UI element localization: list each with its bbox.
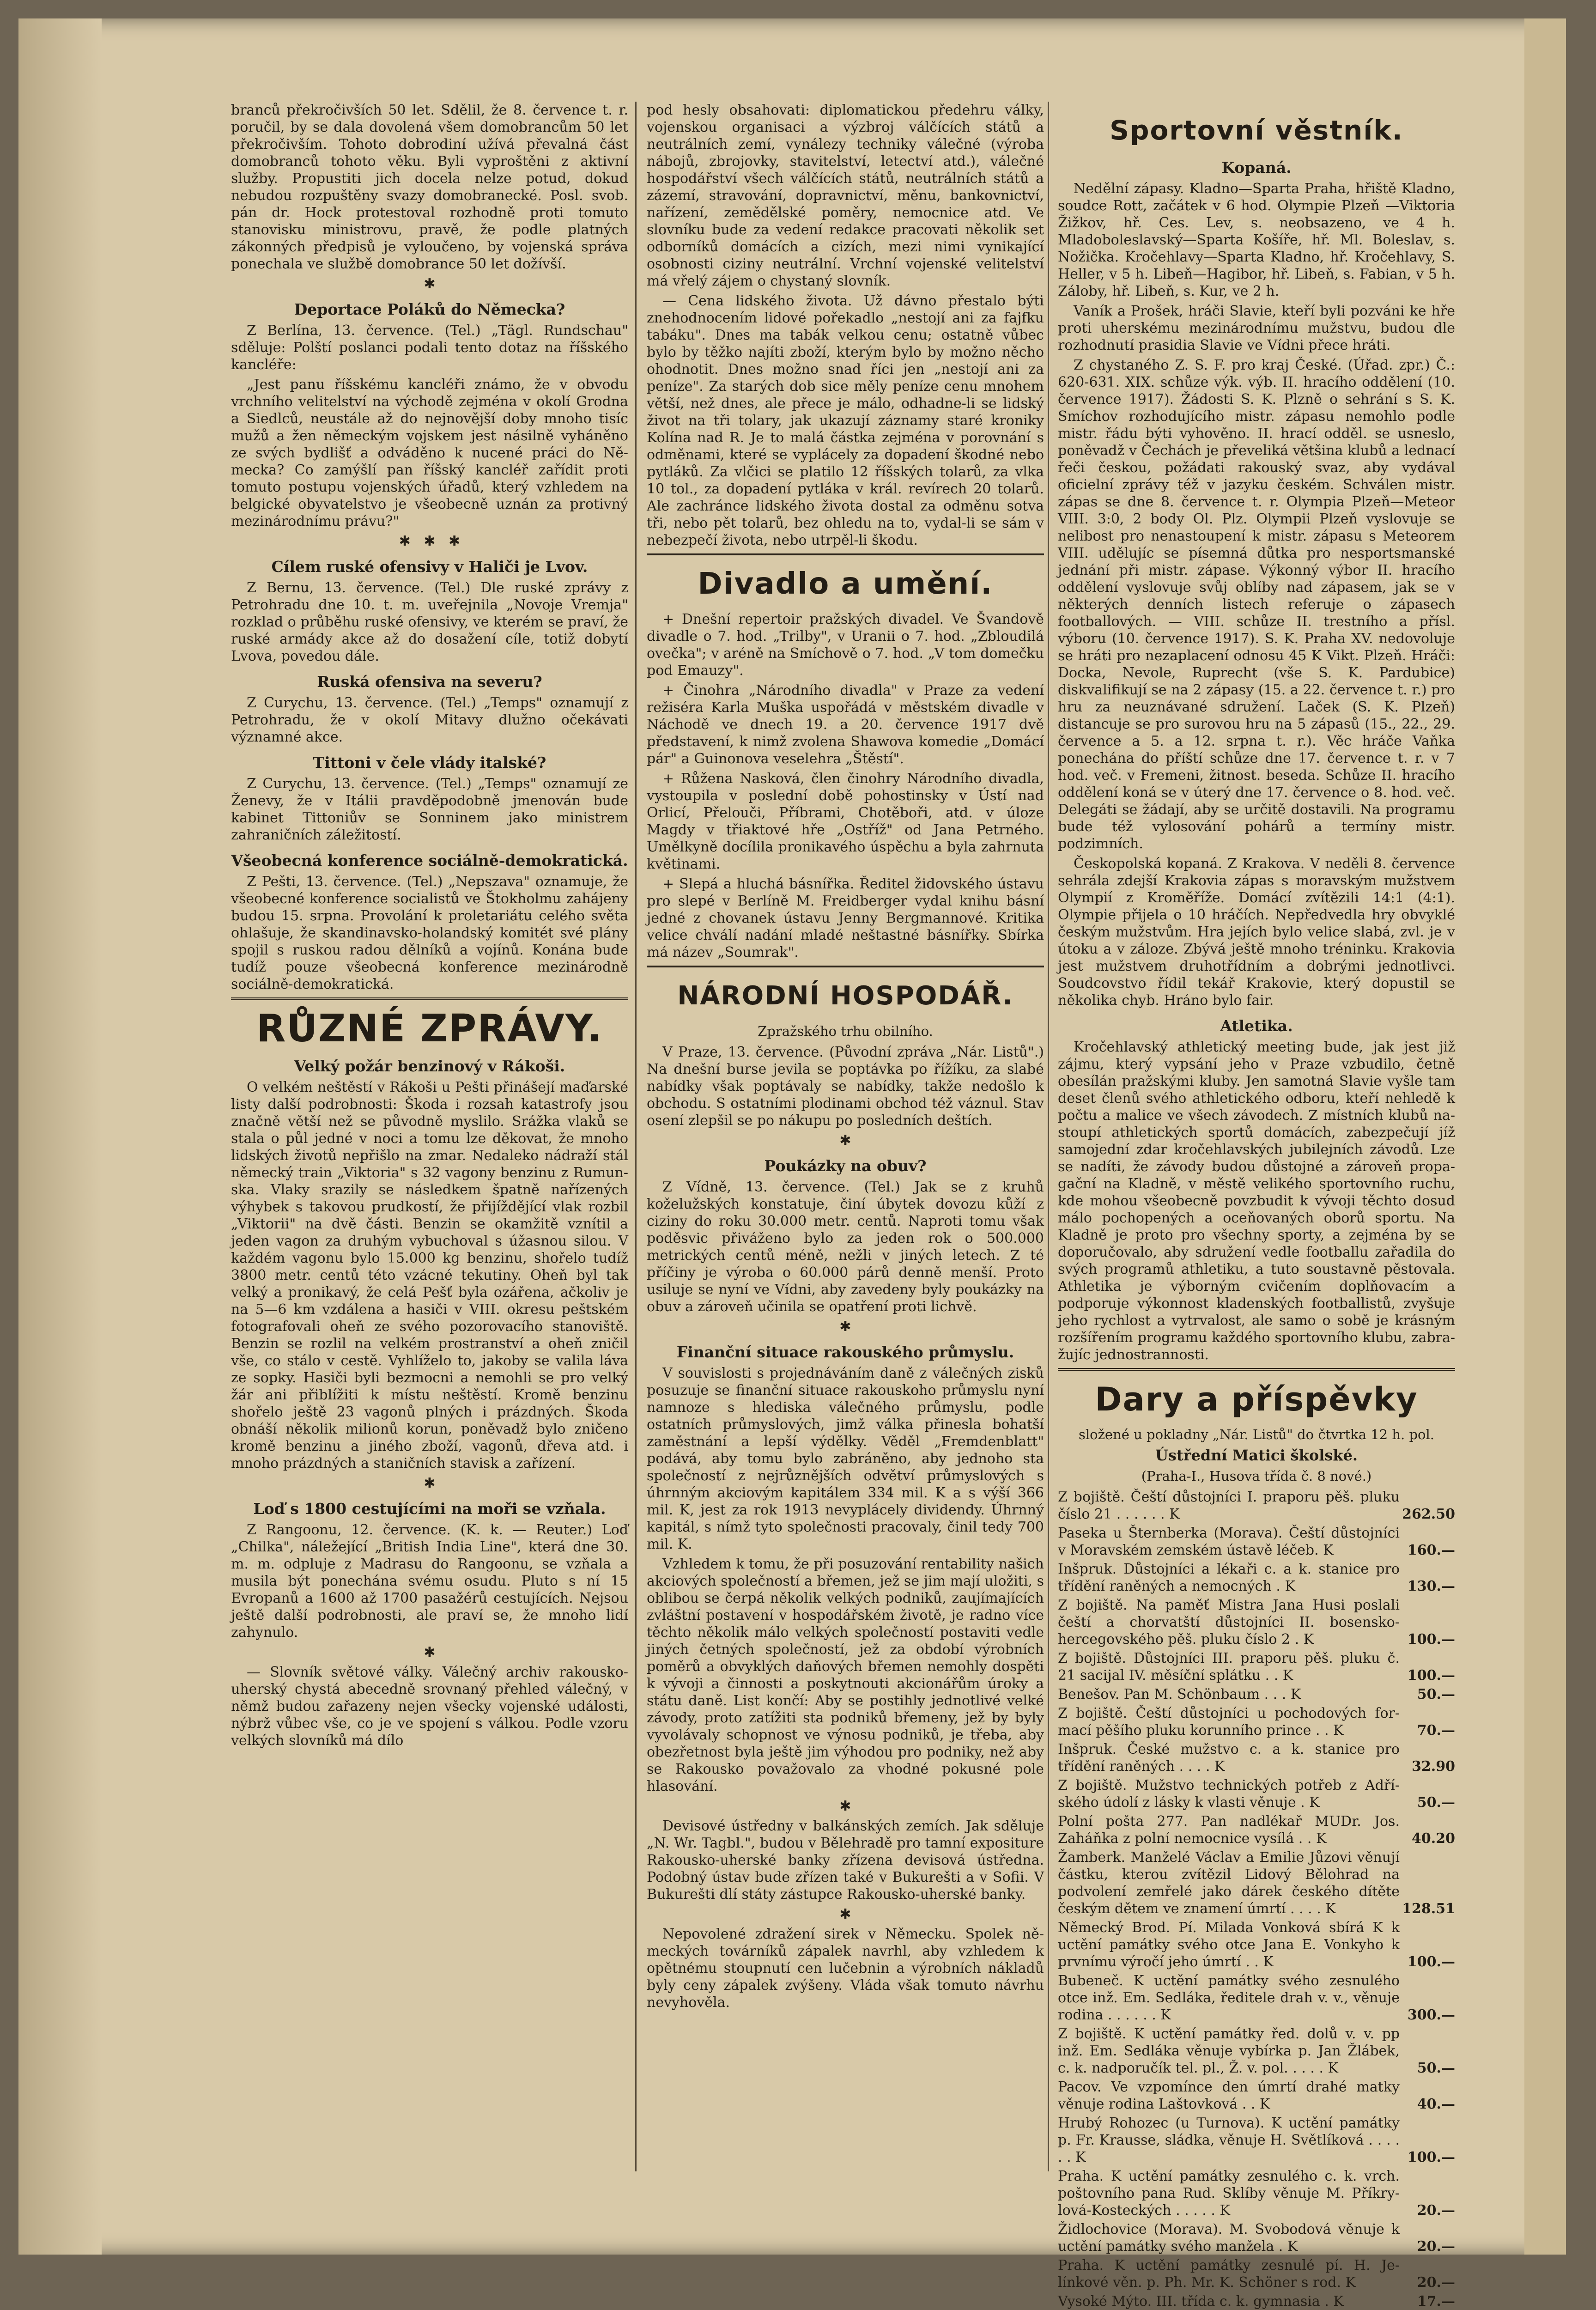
donation-text: Židlochovice (Morava). M. Svobodová věnuje k uctění památky svého manžela . K — [1058, 2221, 1400, 2255]
newspaper-page — [18, 18, 1566, 2310]
donation-text: Benešov. Pan M. Schönbaum . . . K — [1058, 1686, 1301, 1702]
article-text: branců překročivších 50 let. Sdělil, že 8. července t. r. poručil, by se dala dovolená všem domobrancům 50 let překročivším. Tohoto dobrodiní užívá převalná část domobranců tohoto věku. Byli vyproštěni z aktivní služby. Propustiti jich docela nelze potud, dokud nebudou rozpuštěny svazy domobranecké. Posl. svob. pán dr. Hock protestoval rozhodně proti tomuto stanovisku ministrovu, pravě, že podle platných zákonných předpisů je vyloučeno, by vojenská správa ponechala ve službě domobrance 50 let dožívší. — [231, 102, 628, 272]
headline: Tittoni v čele vlády italské? — [313, 754, 546, 772]
donation-text: Inšpruk. Důstojníci a lékaři c. a k. stanice pro třídění raněných a nemocných . K — [1058, 1561, 1400, 1594]
donation-amount: 100.— — [1407, 1667, 1455, 1684]
section-divider — [231, 997, 628, 1000]
column-right — [1058, 102, 1455, 2310]
donation-amount: 50.— — [1417, 1794, 1455, 1811]
section-title: Sportovní věstník. — [1110, 115, 1403, 146]
donation-text: Inšpruk. České mužstvo c. a k. stanice pro třídění raněných . . . . K — [1058, 1741, 1400, 1775]
donation-text: Z bojiště. Čeští důstojníci I. praporu pěš. pluku číslo 21 . . . . . . K — [1058, 1489, 1400, 1522]
article-text: Kročehlavský athletický meeting bude, jak jest již zájmu, který vypsání jeho v Praze vzbudilo, četně obesílán pražskými kluby. Jen samotná Slavie vyšle tam deset členů svého athletického odboru, kteří nehledě k počtu a malice ve všech závodech. Z místních klubů nastoupí athletických sportů domácích, zabezpečují jíž samojední zdar kročehlavských jubilejních závodů. Lze se nadíti, že závody budou důstojné a zároveň propagační na Kladně, v městě velikého sportovního ruchu, kde mohou všeobecně povzbudit k vývoji těchto dosud málo pochopených a oceňovaných oborů sportu. Na Kladně je proto pro všechny sporty, a zejména by se doporučovalo, aby sdružení vedle footballu zařadila do svých programů athletiku, a tuto soustavně pěstovala. Athletika je výborným cvičením doplňovacím a podporuje výkonnost kladenských footballistů, zvyšuje jeho rychlost a vytrvalost, ale samo o sobě je krásným rozšířením programu každého sportovního klubu, zabražujíc jednostrannosti. — [1058, 1039, 1455, 1363]
donation-text: Z bojiště. Na paměť Mistra Jana Husi poslali čeští a chorvatští důstojníci II. bosensko-hercegovského pěš. pluku číslo 2 . K — [1058, 1597, 1400, 1647]
donation-row — [1058, 1741, 1455, 1775]
article-text: + Činohra „Národního divadla" v Praze za vedení režiséra Karla Muška uspořádá v městském divadle v Náchodě ve dnech 19. a 20. července 1917 dvě představení, k nimž zvolena Shawova komedie „Domácí pár" a Guinonova veselehra „Štěstí". — [647, 682, 1044, 767]
donation-row — [1058, 1597, 1455, 1648]
subheadline: Zpražského trhu obilního. — [758, 1023, 933, 1039]
separator: ✱ — [424, 276, 436, 292]
donation-text: Bubeneč. K uctění památky svého zesnulého otce inž. Em. Sedláka, ředitele drah v. v., věnuje rodina . . . . . . K — [1058, 1973, 1400, 2023]
donation-row — [1058, 1972, 1455, 2024]
section-divider — [1058, 1368, 1455, 1371]
headline: Finanční situace rakouského průmyslu. — [676, 1343, 1014, 1361]
donation-row — [1058, 1561, 1455, 1595]
donation-amount: 20.— — [1417, 2202, 1455, 2219]
column-rule — [1048, 102, 1049, 2171]
article-text: Vzhledem k tomu, že při posuzování rentability našich akciových společností a břemen, jež se jim mají uložiti, s oblibou se čerpá několik velkých podniků, zaujímajících zvláštní postavení v hospodářském životě, je radno více těchto několik málo velkých společností postaviti vedle jiných četných společností, jež za období výrobních poměrů a obvyklých daňových břemen nemohly dospěti k vývoji a činnosti a poskytnouti akcionářům úroky a státu daně. List končí: Aby se postihly jednotlivé velké závody, proto zatížiti sta podniků břemeny, jež by byly vyvolávaly schopnost ve výnosu podniků, je třeba, aby obezřetnost byla ještě jim výhodou pro podniky, než aby se Rakousko považovalo za vhodné pokusné pole hlasování. — [647, 1556, 1044, 1794]
page-edge — [1524, 18, 1566, 2255]
separator: ✱ — [424, 1475, 436, 1491]
headline: Poukázky na obuv? — [764, 1157, 927, 1175]
donation-text: Vysoké Mýto. III. třída c. k. gymnasia . K — [1058, 2293, 1344, 2310]
donation-text: Hrubý Rohozec (u Turnova). K uctění památky p. Fr. Krausse, sládka, věnuje H. Světlíková . . . . . . K — [1058, 2115, 1400, 2165]
article-text: V souvislosti s projednáváním daně z válečných zisků posuzuje se finanční situace rakouskoho průmyslu nyní namnoze s hlediska válečného průmyslu, podle ostatních průmyslových, jimž válka přinesla bohatší zaměstnání a lepší výdělky. Věděl „Fremdenblatt" podává, aby tomu bylo zabráněno, aby jednoho sta společností z nejrůznějších odvětví průmyslových s úhrnným akciovým kapitálem 334 mil. K a s výší 366 mil. K, jest za rok 1913 nevyplácely dividendy. Úhrnný kapitál, s nímž tyto společnosti pracovaly, činil tedy 700 mil. K. — [647, 1365, 1044, 1552]
section-divider — [647, 553, 1044, 555]
donation-amount: 300.— — [1407, 2007, 1455, 2023]
article-text: — Slovník světové války. Válečný archiv rakousko-uherský chystá abecedně srovnaný přehled válečný, v němž budou zařazeny nejen všecky vojenské události, nýbrž vůbec vše, co je ve spojení s válkou. Podle vzoru velkých slovníků má dílo — [231, 1664, 628, 1749]
donation-amount: 50.— — [1417, 1686, 1455, 1702]
section-title: Divadlo a umění. — [698, 567, 993, 601]
donation-amount: 100.— — [1407, 2149, 1455, 2165]
donation-amount: 20.— — [1417, 2274, 1455, 2291]
donation-row — [1058, 1650, 1455, 1684]
article-text: O velkém neštěstí v Rákoši u Pešti přinášejí maďarské listy další podrobnosti: Škoda i rozsah katastrofy jsou značně větší než se původně myslilo. Srážka vlaků se stala o půl jedné v noci a tomu lze děkovat, že mnoho lidských životů nepřišlo na zmar. Nedaleko nádraží stál německý train „Viktoria" s 32 vagony benzinu z Rumunska. Vlaky srazily se následkem špatně nařízených výhybek s takovou prudkostí, že přijíždějící vlak rozbil „Viktorii" na dvě části. Benzin se okamžitě vznítil a jeden vagon za druhým vybuchoval s úžasnou silou. V každém vagonu bylo 15.000 kg benzinu, shořelo tudíž 3800 metr. centů této vzácné tekutiny. Oheň byl tak velký a pronikavý, že celá Pešť byla ozářena, ačkoliv je na 5—6 km vzdálena a hasiči v VIII. okresu peštském fotografovali oheň ze svého pozorovacího stanoviště. Benzin se rozlil na velkém prostranství a oheň zničil vše, co stálo v cestě. Vyhlíželo to, jakoby se valila láva ze sopky. Hasiči byli bezmocni a nemohli se pro velký žár ani přiblížiti k místu neštěstí. Kromě benzinu shořelo ještě 23 vagonů plných i prázdných. Škoda obnáší několik milionů korun, poněvadž bylo zničeno kromě benzinu a jiného zboží, vagonů, dřeva atd. i mnoho prázdných a staničních stavisk a zařízení. — [231, 1079, 628, 1471]
donation-text: Z bojiště. K uctění památky řed. dolů v. v. pp inž. Em. Sedláka věnuje vybírka p. Jan Žlábek, c. k. nadporučík tel. pl., Ž. v. pol. . . . . K — [1058, 2026, 1400, 2076]
donation-row — [1058, 2025, 1455, 2077]
article-text: Z Curychu, 13. července. (Tel.) „Temps" oznamují ze Ženevy, že v Itálii pravděpodobně jmenován bude kabinet Tittoniův se Sonninem jako ministrem zahraničních záležitostí. — [231, 776, 628, 843]
donation-text: Paseka u Šternberka (Morava). Čeští důstojníci v Moravském zemském ústavě léčeb. K — [1058, 1525, 1400, 1558]
donation-amount: 160.— — [1407, 1542, 1455, 1558]
article-text: Vaník a Prošek, hráči Slavie, kteří byli pozváni ke hře proti uherskému mezinárodnímu mužstvu, budou dle rozhodnutí prasidia Slavie ve Vídni přece hráti. — [1058, 303, 1455, 353]
donation-amount: 128.51 — [1402, 1901, 1455, 1917]
donation-text: Z bojiště. Důstojníci III. praporu pěš. pluku č. 21 sacijal IV. měsíční splátku . . K — [1058, 1650, 1400, 1684]
subheadline: Ústřední Matici školské. — [1155, 1447, 1358, 1464]
donation-amount: 50.— — [1417, 2060, 1455, 2076]
article-text: Z Curychu, 13. července. (Tel.) „Temps" oznamují z Petrohradu, že v okolí Mitavy dlužno očekávati významné akce. — [231, 695, 628, 745]
section-title: NÁRODNÍ HOSPODÁŘ. — [677, 981, 1013, 1011]
donation-amount: 70.— — [1417, 1722, 1455, 1739]
donation-amount: 262.50 — [1402, 1506, 1455, 1522]
headline: Velký požár benzinový v Rákoši. — [294, 1057, 565, 1075]
article-text: + Slepá a hluchá básnířka. Ředitel židovského ústavu pro slepé v Berlíně M. Freidberger vydal knihu básní jedné z chovanek ústavu Jenny Bergmannové. Kritika velice chválí nadání mladé neštastné básnířky. Sbírka má název „Soumrak". — [647, 876, 1044, 960]
article-text: Nepovolené zdražení sirek v Německu. Spolek německých továrníků zápalek navrhl, aby vzhledem k opětnému stoupnutí cen lučebnin a výrobních nákladů byly ceny zápalek zvýšeny. Vláda však tomuto návrhu nevyhověla. — [647, 1926, 1044, 2011]
donation-list — [1058, 1489, 1455, 2310]
donation-amount: 40.20 — [1412, 1830, 1455, 1847]
article-text: Z Vídně, 13. července. (Tel.) Jak se z kruhů koželužských konstatuje, činí úbytek dovozu kůží z ciziny do roku 30.000 metr. centů. Naproti tomu však poděsvic přiváženo bylo za jeden rok o 500.000 metrických centů méně, nežli v jiných letech. Z té příčiny je výroba o 60.000 párů denně menší. Proto usiluje se nyní ve Vídni, aby zavedeny byly poukázky na obuv a zároveň učinila se opatření proti lichvě. — [647, 1179, 1044, 1315]
article-text: Nedělní zápasy. Kladno—Sparta Praha, hřiště Kladno, soudce Rott, začátek v 6 hod. Olympie Plzeň —Viktoria Žižkov, hř. Ces. Lev, s. neobsazeno, ve 4 h. Mladoboleslavský—Sparta Košíře, hř. Ml. Boleslav, s. Nožička. Kročehlavy—Sparta Kladno, hř. Kročehlavy, S. Heller, v 5 h. Libeň—Hagibor, hř. Libeň, s. Fabian, v 5 h. Záloby, hř. Libeň, s. Kur, ve 2 h. — [1058, 181, 1455, 299]
article-text: Z Rangoonu, 12. července. (K. k. — Reuter.) Loď „Chilka", náležející „British India Line", která dne 30. m. m. odpluje z Madrasu do Rangoonu, se vzňala a musila být ponechána svému osudu. Pluto s ní 15 Evropanů a 1600 až 1700 pasažérů cestujících. Nejsou ještě další podrobnosti, ale praví se, že mnoho lidí zahynulo. — [231, 1522, 628, 1641]
subheadline: složené u pokladny „Nár. Listů" do čtvrtka 12 h. pol. — [1079, 1427, 1434, 1442]
column-middle — [647, 102, 1044, 2171]
donation-row — [1058, 2115, 1455, 2166]
donation-amount: 130.— — [1407, 1578, 1455, 1594]
donation-row — [1058, 1686, 1455, 1703]
separator: ✱ — [839, 1906, 851, 1922]
headline: Loď s 1800 cestujícími na moři se vzňala. — [253, 1500, 606, 1518]
donation-amount: 17.— — [1417, 2293, 1455, 2310]
headline: Deportace Poláků do Německa? — [294, 300, 565, 318]
section-title: Dary a příspěvky — [1095, 1380, 1418, 1418]
separator: ✱ — [839, 1798, 851, 1814]
donation-text: Polní pošta 277. Pan nadlékař MUDr. Jos. Zaháňka z polní nemocnice vysílá . . K — [1058, 1813, 1400, 1847]
headline: Ruská ofensiva na severu? — [317, 673, 542, 691]
headline: Všeobecná konference sociálně-demokratická. — [231, 851, 628, 869]
article-text: Devisové ústředny v balkánských zemích. Jak sděluje „N. Wr. Tagbl.", budou v Bělehradě pro tamní expositure Rakousko-uherské banky zřízena devisová ústředna. Podobný ústav bude zřízen také v Bukurešti a v Sofii. V Bukurešti dlí státy zástupce Rakousko-uherské banky. — [647, 1818, 1044, 1903]
donation-amount: 32.90 — [1412, 1758, 1455, 1775]
donation-row — [1058, 1919, 1455, 1970]
separator: ✱ — [839, 1319, 851, 1335]
donation-row — [1058, 1777, 1455, 1811]
donation-text: Pacov. Ve vzpomínce den úmrtí drahé matky věnuje rodina Laštovková . . K — [1058, 2079, 1400, 2112]
article-text: Z chystaného Z. S. F. pro kraj České. (Úřad. zpr.) Č.: 620-631. XIX. schůze výk. výb. II. hracího oddělení (10. července 1917). Žádosti S. K. Plzně o sehrání s S. K. Smíchov rozhodujícího mistr. zápasu nemohlo podle mistr. řádu býti vyhověno. II. hrací odděl. se usneslo, poněvadž v Čechách je převeliká většina klubů a lednací řeči českou, požádati rakouský svaz, aby vydával oficielní zprávy též v jazyku českém. Schválen mistr. zápas se dne 8. července t. r. Olympia Plzeň—Meteor VIII. 3:0, 2 body Ol. Plz. Olympii Plzeň vyslovuje se nelibost pro nenastoupení k mistr. zápasu s Meteorem VIII. udělujíc se písemná důtka pro nesportsmanské jednání při mistr. zápase. Výkonný výbor II. hracího oddělení vyslovuje svůj oblíby nad zápasem, jak se v některých denních listech referuje o zápasech footballových. — VIII. schůze II. trestního a přísl. výboru (10. července 1917). S. K. Praha XV. nedovoluje se hráti pro nezaplacení odnosu 45 K Vikt. Plzeň. Hráči: Docka, Nevole, Ruprecht (vše S. K. Pardubice) diskvalifikují se na 2 zápasy (15. a 22. července t. r.) pro hru za neuznávané sdružení. Laček (S. K. Plzeň) distancuje se pro surovou hru na 5 zápasů (15., 22., 29. července a 5. a 12. srpna t. r.). Věc hráče Vaňka ponechána do příští schůze dne 17. července t. r. v 7 hod. več. v Fremeni, žitnost. beseda. Schůze II. hracího oddělení koná se v úterý dne 17. července o 8. hod. več. Delegáti se žádají, aby se určitě dostavili. Na programu bude též vylosování pohárů a termíny mistr. podzimních. — [1058, 357, 1455, 852]
donation-text: Z bojiště. Čeští důstojníci u pochodových formací pěšího pluku korunního prince . . K — [1058, 1705, 1400, 1739]
donation-text: Žamberk. Manželé Václav a Emilie Jůzovi věnují částku, kterou zvítězil Lidový Bělohrad na podvolení zemřelé jako dárek českého dítěte českým dětem ve znamení úmrtí . . . . K — [1058, 1849, 1400, 1917]
section-divider — [647, 966, 1044, 967]
column-left — [231, 102, 628, 2171]
donation-row — [1058, 1525, 1455, 1559]
headline: Kopaná. — [1221, 158, 1292, 176]
donation-row — [1058, 2221, 1455, 2255]
donation-row — [1058, 1813, 1455, 1847]
donation-text: Z bojiště. Mužstvo technických potřeb z Adříského údolí z lásky k vlasti věnuje . K — [1058, 1777, 1400, 1811]
donation-text: Německý Brod. Pí. Milada Vonková sbírá K k uctění památky svého otce Jana E. Vonkyho k prvnímu výročí jeho úmrtí . . K — [1058, 1920, 1400, 1970]
page-fold — [18, 18, 102, 2255]
separator: ✱ ✱ ✱ — [399, 533, 461, 549]
donation-row — [1058, 2257, 1455, 2291]
article-text: + Růžena Nasková, člen činohry Národního divadla, vystoupila v poslední době pohostinsky v Ústí nad Orlicí, Přelouči, Příbrami, Chotěboři, atd. v úloze Magdy v třiaktové hře „Ostříž" od Jana Petrného. Umělkyně docílila pronikavého úspěchu a byla zahrnuta květinami. — [647, 771, 1044, 872]
donation-row — [1058, 2168, 1455, 2219]
donation-row — [1058, 2079, 1455, 2113]
article-text: Českopolská kopaná. Z Krakova. V neděli 8. července sehrála zdejší Krakovia zápas s moravským mužstvem Olympií z Kroměříže. Domácí zvítězili 14:1 (4:1). Olympie přijela o 10 hráčích. Nepředvedla hry obvyklé českým mužstvům. Hra jejích bylo velice slabá, zvl. je v útoku a v záloze. Zbývá ještě mnoho tréninku. Krakovia jest mužstvem druhotřídním a dobrými jednotlivci. Soudcovstvo řídil tekář Krakovie, který dopustil se několika chyb. Hráno bylo fair. — [1058, 856, 1455, 1009]
article-text: + Dnešní repertoir pražských divadel. Ve Švandově divadle o 7. hod. „Trilby", v Uranii o 7. hod. „Zbloudilá ovečka"; v aréně na Smíchově o 7. hod. „V tom domečku pod Emauzy". — [647, 611, 1044, 679]
separator: ✱ — [424, 1644, 436, 1660]
donation-amount: 40.— — [1417, 2096, 1455, 2112]
donation-row — [1058, 1705, 1455, 1739]
column-rule — [635, 102, 637, 2171]
article-text: — Cena lidského života. Už dávno přestalo býti znehodnocením lidové pořekadlo „nestojí ani za fajfku tabáku". Dnes ma tabák velkou cenu; ostatně vůbec bylo by těžko najíti zboží, kterým bylo by možno něcho ohodnotit. Dnes možno snad říci jen „nestojí ani za peníze". Za starých dob sice měly peníze cenu mnohem větší, než dnes, ale přece je málo, odhadne-li se lidský život na tři tolary, jak ukazují záznamy staré kroniky Kolína nad R. Je to malá částka zejména v porovnání s odměnami, které se vyplácely za dopadení škodné nebo pytláků. Za vlčici se platilo 12 říšských tolarů, za vlka 10 tol., za dopadení pytláka v král. revírech 20 tolarů. Ale zachránce lidského života dostal za odměnu sotva tři, nebo pět tolarů, bez ohledu na to, vydal-li se sám v nebezpečí života, nebo utrpěl-li škodu. — [647, 293, 1044, 548]
donation-amount: 100.— — [1407, 1954, 1455, 1970]
donation-amount: 20.— — [1417, 2238, 1455, 2255]
address: (Praha-I., Husova třída č. 8 nové.) — [1141, 1468, 1372, 1484]
article-text: Z Bernu, 13. července. (Tel.) Dle ruské zprávy z Petrohradu dne 10. t. m. uveřejnila „Novoje Vremja" rozklad o průběhu ruské ofensivy, ve kterém se praví, že ruské armády akce až do dosažení cíle, totiž dobytí Lvova, povedou dále. — [231, 580, 628, 664]
article-text: „Jest panu říšskému kancléři známo, že v obvodu vrchního velitelství na východě zejména v okolí Grodna a Siedlců, neustále až do nejnovější doby mnoho tisíc mužů a žen německým vojskem jest násilně vyháněno ze svých bydlišť a odváděno k nucené práci do Německa? Co zamýšlí pan říšský kancléř zařídit proti tomuto postupu vojenských úřadů, který vzhledem na belgické obyvatelstvo je všeobecně uznán za protivný mezinárodnímu právu?" — [231, 377, 628, 529]
article-text: Z Pešti, 13. července. (Tel.) „Nepszava" oznamuje, že všeobecné konference socialistů ve Štokholmu zahájeny budou 15. srpna. Provolání k proletariátu celého světa ohlašuje, že skandinavsko-holandský komitét své plány spojil s ruskou radou dělníků a vojínů. Konána bude tudíž pouze všeobecná konference mezinárodně sociálně-demokratická. — [231, 874, 628, 992]
article-text: pod hesly obsahovati: diplomatickou předehru války, vojenskou organisaci a výzbroj válčících států a neutrálních zemí, vynálezy techniky válečné (výroba nábojů, zbrojovky, stavitelství, letectví atd.), válečné hospodářství všech válčících států, neutrálních států a zázemí, stravování, dopravnictví, měnu, bankovnictví, nařízení, zemědělské poměry, nemocnice atd. Ve slovníku bude za vedení redakce pracovati několik set odborníků domácích a cizích, mezi nimi vynikající osobnosti ciziny neutrální. Vrchní vojenské velitelství má vřelý zájem o chystaný slovník. — [647, 102, 1044, 289]
donation-row — [1058, 2293, 1455, 2310]
article-text: Z Berlína, 13. července. (Tel.) „Tägl. Rundschau" sděluje: Polští poslanci podali tento dotaz na říšského kancléře: — [231, 322, 628, 373]
headline: Atletika. — [1220, 1017, 1293, 1035]
article-text: V Praze, 13. července. (Původní zpráva „Nár. Listů".) Na dnešní burse jevila se poptávka po řížíku, za slabé nabídky však poptávaly se nabídky, takže nedošlo k obchodu. S ostatními plodinami obchod též váznul. Stav osení zlepšil se po nákupu po posledních deštích. — [647, 1044, 1044, 1129]
donation-text: Praha. K uctění památky zesnulé pí. H. Jelínkové věn. p. Ph. Mr. K. Schöner s rod. K — [1058, 2257, 1400, 2291]
donation-text: Praha. K uctění památky zesnulého c. k. vrch. poštovního pana Rud. Sklíby věnuje M. Příkrylová-Kosteckých . . . . . K — [1058, 2168, 1400, 2219]
section-title: RŮZNÉ ZPRÁVY. — [256, 1007, 603, 1051]
separator: ✱ — [839, 1132, 851, 1149]
donation-row — [1058, 1489, 1455, 1523]
donation-row — [1058, 1849, 1455, 1917]
headline: Cílem ruské ofensivy v Haliči je Lvov. — [271, 558, 588, 576]
donation-amount: 100.— — [1407, 1631, 1455, 1647]
